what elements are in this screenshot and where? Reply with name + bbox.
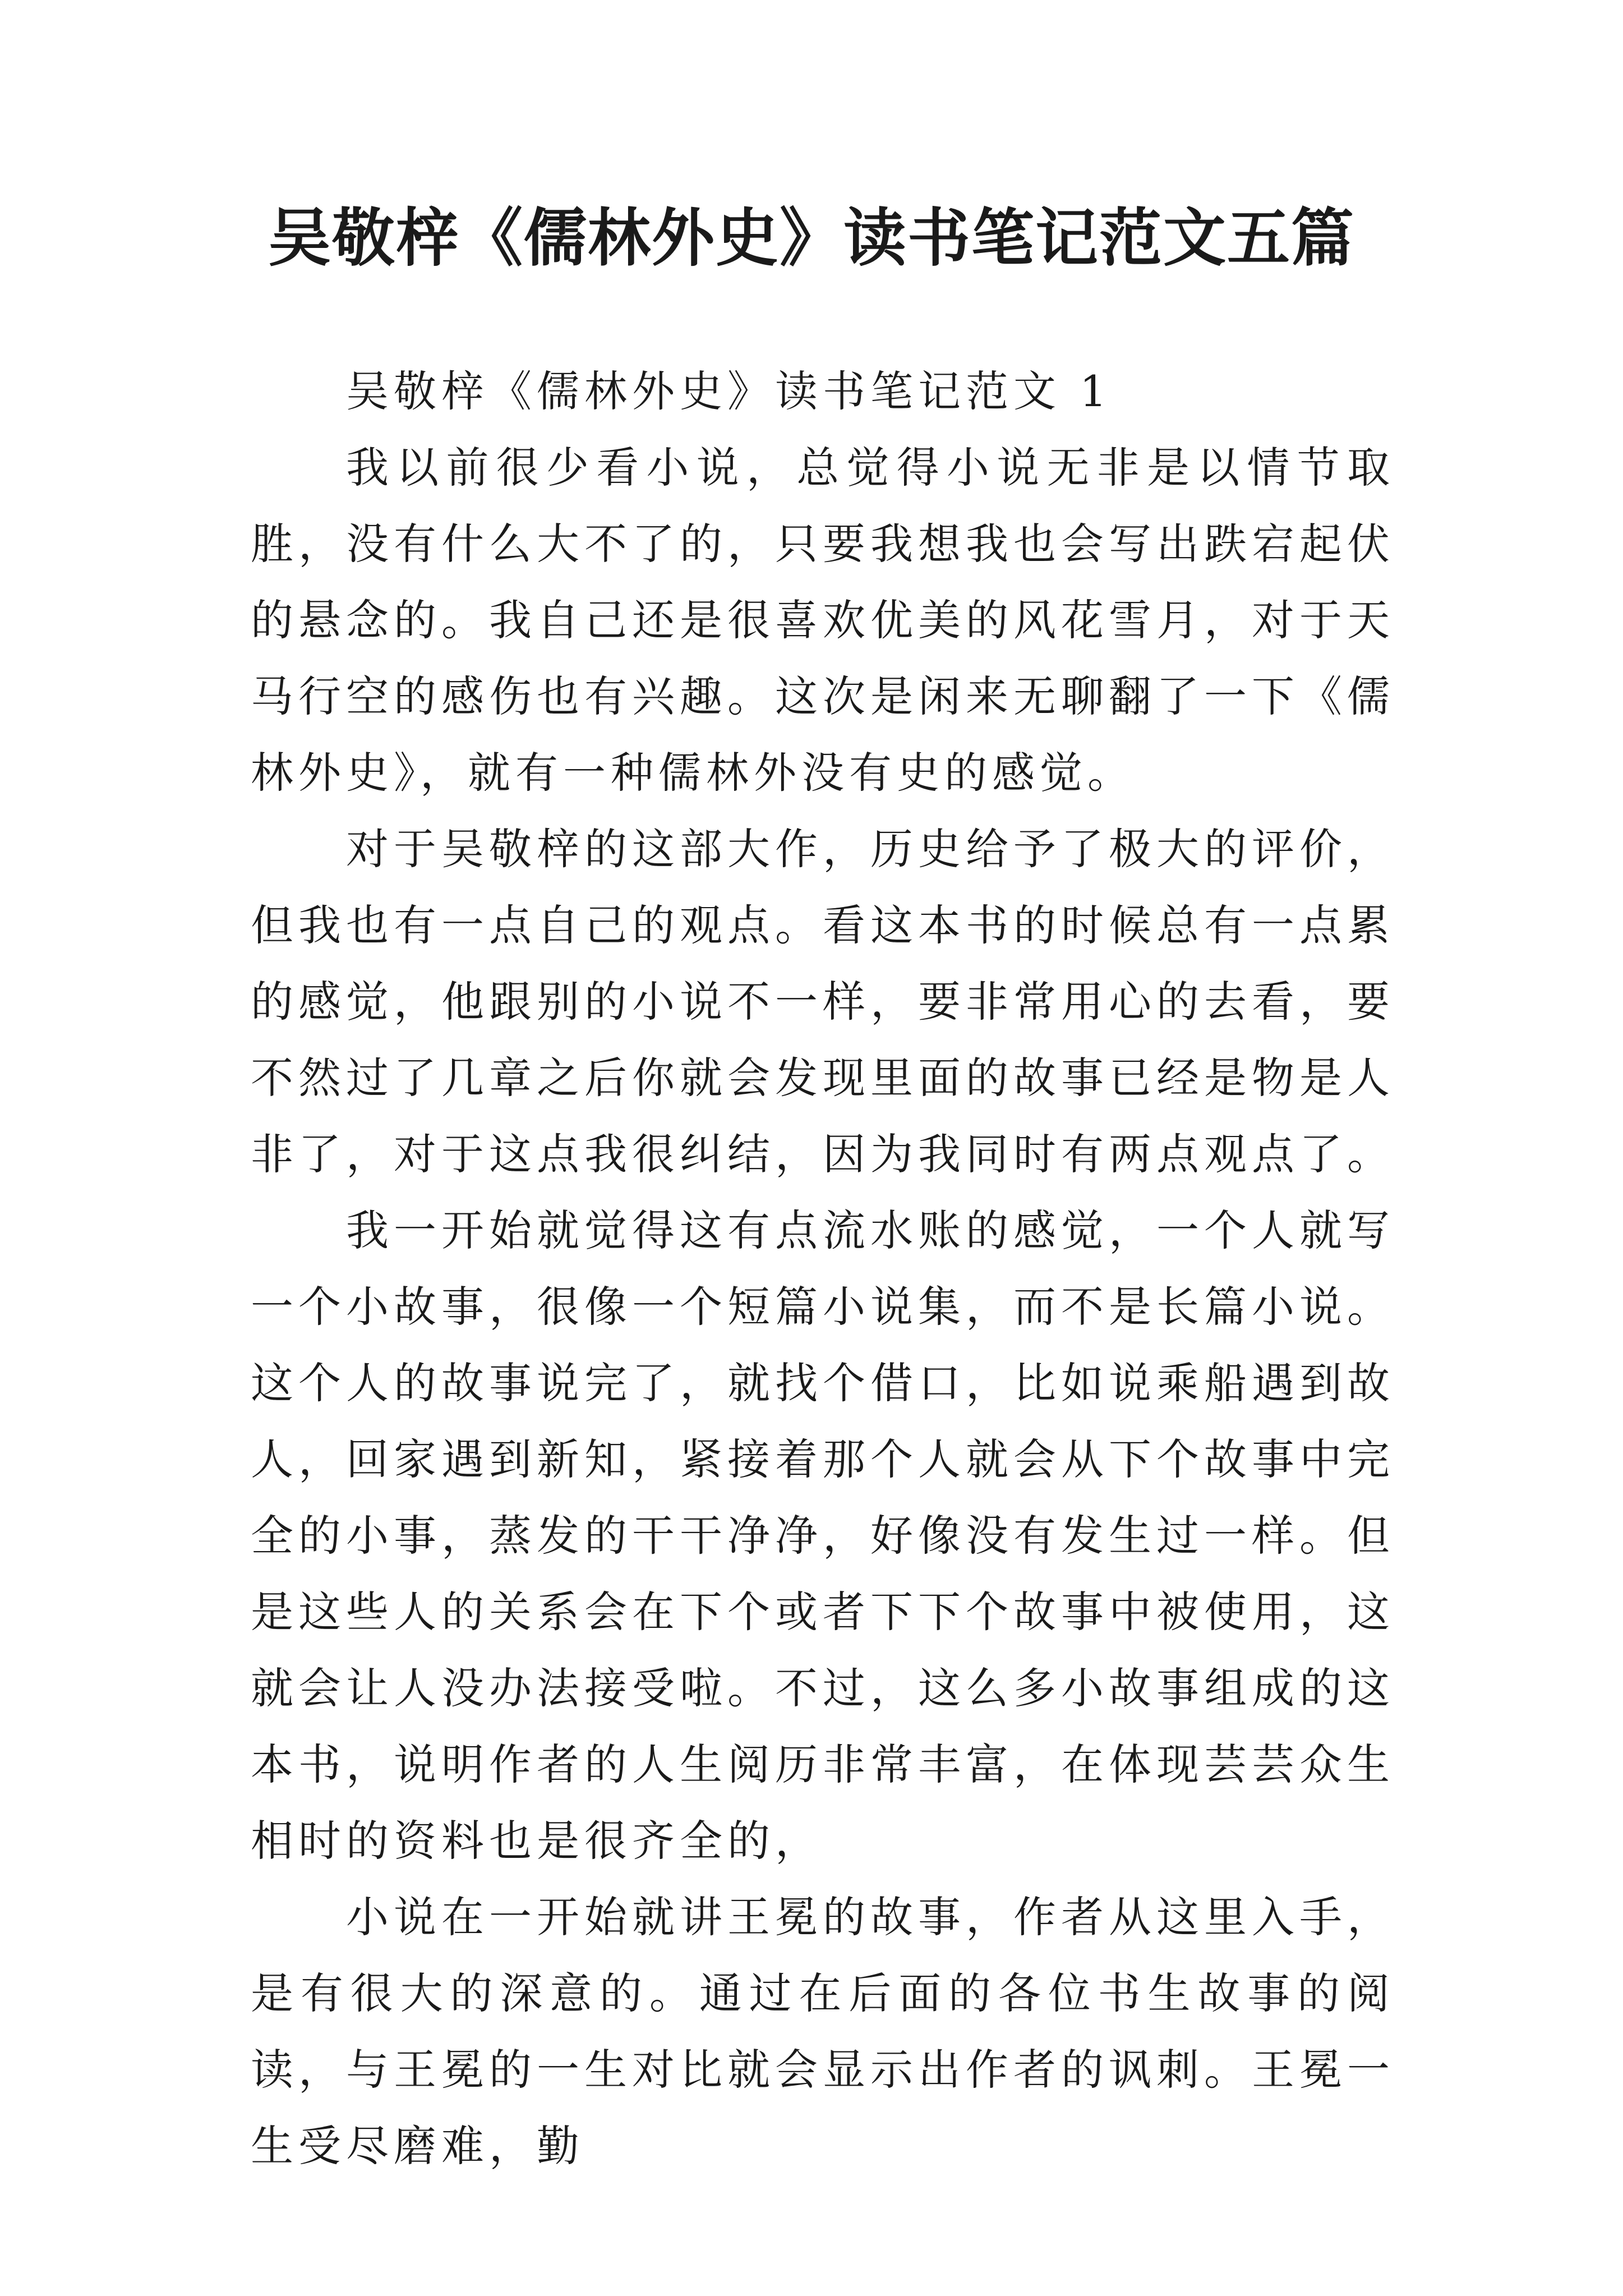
paragraph: 我以前很少看小说，总觉得小说无非是以情节取胜，没有什么大不了的，只要我想我也会写出跌宕起伏的悬念的。我自己还是很喜欢优美的风花雪月，对于天马行空的感伤也有兴趣。这次是闲来无聊翻了一下《儒林外史》，就有一种儒林外没有史的感觉。 (251, 443, 1395, 798)
document-title: 吴敬梓《儒林外史》读书笔记范文五篇 (268, 201, 1355, 275)
document-body (251, 353, 1395, 2184)
section-heading: 吴敬梓《儒林外史》读书笔记范文 1 (346, 366, 1112, 416)
paragraph: 我一开始就觉得这有点流水账的感觉，一个人就写一个小故事，很像一个短篇小说集，而不是长篇小说。这个人的故事说完了，就找个借口，比如说乘船遇到故人，回家遇到新知，紧接着那个人就会从下个故事中完全的小事，蒸发的干干净净，好像没有发生过一样。但是这些人的关系会在下个或者下下个故事中被使用，这就会让人没办法接受啦。不过，这么多小故事组成的这本书，说明作者的人生阅历非常丰富，在体现芸芸众生相时的资料也是很齐全的， (251, 1205, 1395, 1866)
paragraph: 对于吴敬梓的这部大作，历史给予了极大的评价，但我也有一点自己的观点。看这本书的时候总有一点累的感觉，他跟别的小说不一样，要非常用心的去看，要不然过了几章之后你就会发现里面的故事已经是物是人非了，对于这点我很纠结，因为我同时有两点观点了。 (251, 824, 1395, 1179)
paragraph: 小说在一开始就讲王冕的故事，作者从这里入手，是有很大的深意的。通过在后面的各位书生故事的阅读，与王冕的一生对比就会显示出作者的讽刺。王冕一生受尽磨难，勤 (251, 1892, 1395, 2171)
